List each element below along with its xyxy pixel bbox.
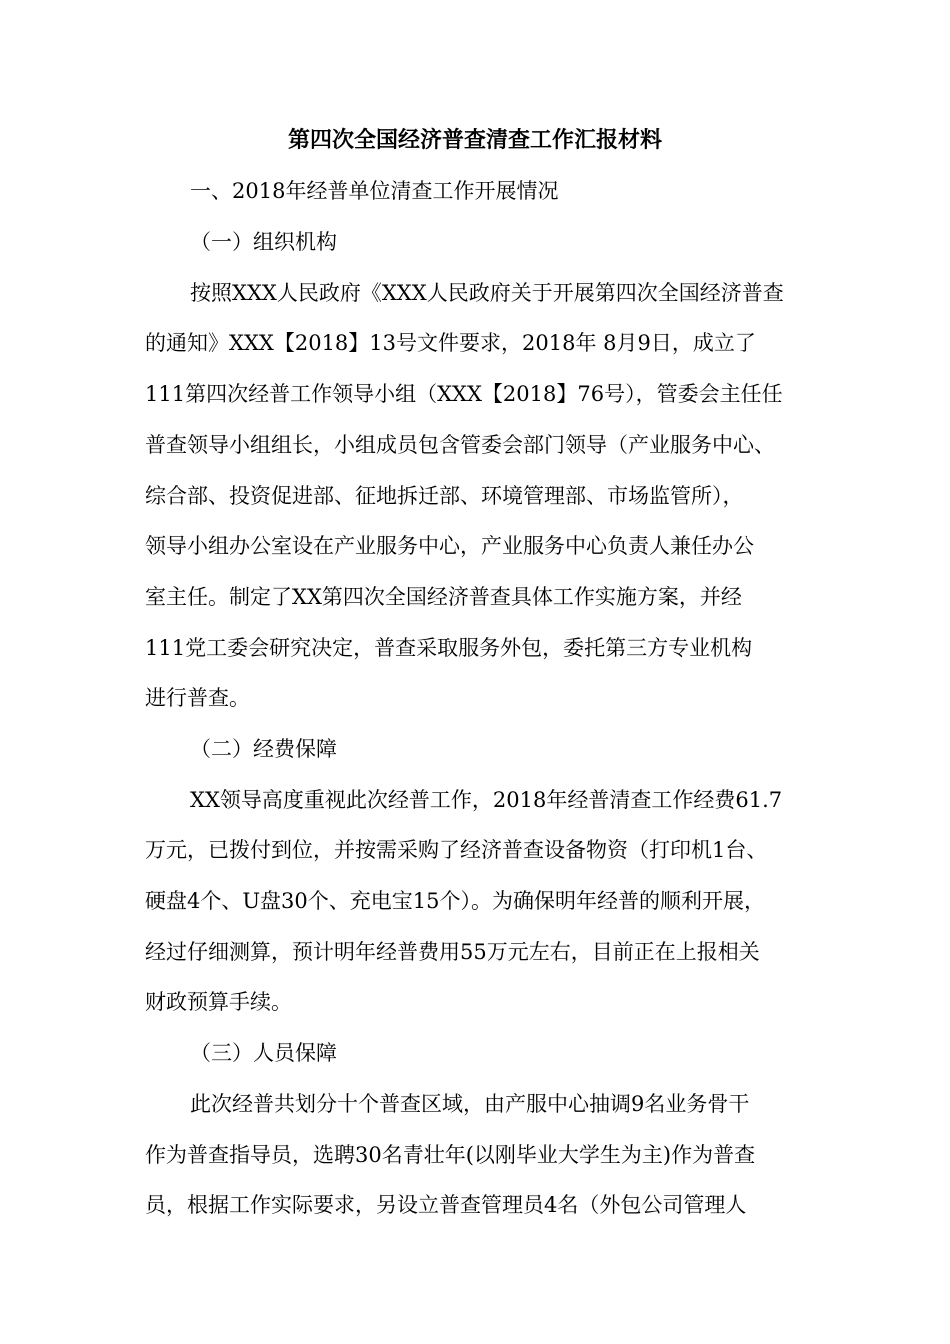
paragraph-line: 进行普查。 bbox=[145, 686, 250, 710]
paragraph-line: 员，根据工作实际要求，另设立普查管理员4名（外包公司管理人 bbox=[145, 1193, 747, 1217]
paragraph-line: 硬盘4个、U盘30个、充电宝15个）。为确保明年经普的顺利开展， bbox=[145, 889, 766, 913]
paragraph-line: XX领导高度重视此次经普工作，2018年经普清查工作经费61.7 bbox=[190, 788, 783, 812]
paragraph-line: 111党工委会研究决定，普查采取服务外包，委托第三方专业机构 bbox=[145, 636, 753, 660]
subsection-heading: （一）组织机构 bbox=[190, 230, 337, 254]
paragraph-line: 111第四次经普工作领导小组（XXX【2018】76号），管委会主任任 bbox=[145, 382, 783, 406]
paragraph-line: 作为普查指导员，选聘30名青壮年(以刚毕业大学生为主)作为普查 bbox=[145, 1143, 756, 1167]
paragraph-line: 财政预算手续。 bbox=[145, 990, 292, 1014]
paragraph-line: 综合部、投资促进部、征地拆迁部、环境管理部、市场监管所）， bbox=[145, 484, 744, 508]
subsection-heading: （二）经费保障 bbox=[190, 737, 337, 761]
paragraph-line: 领导小组办公室设在产业服务中心，产业服务中心负责人兼任办公 bbox=[145, 534, 754, 558]
paragraph-line: 经过仔细测算，预计明年经普费用55万元左右，目前正在上报相关 bbox=[145, 940, 760, 964]
paragraph-line: 此次经普共划分十个普查区域，由产服中心抽调9名业务骨干 bbox=[190, 1092, 750, 1116]
paragraph-line: 室主任。制定了XX第四次全国经济普查具体工作实施方案，并经 bbox=[145, 585, 742, 609]
subsection-heading: （三）人员保障 bbox=[190, 1041, 337, 1065]
paragraph-line: 按照XXX人民政府《XXX人民政府关于开展第四次全国经济普查 bbox=[190, 281, 784, 305]
paragraph-line: 普查领导小组组长，小组成员包含管委会部门领导（产业服务中心、 bbox=[145, 433, 775, 457]
document-title: 第四次全国经济普查清查工作汇报材料 bbox=[287, 127, 662, 153]
paragraph-line: 万元，已拨付到位，并按需采购了经济普查设备物资（打印机1台、 bbox=[145, 838, 768, 862]
paragraph-line: 的通知》XXX【2018】13号文件要求，2018年 8月9日，成立了 bbox=[145, 331, 756, 355]
section-heading: 一、2018年经普单位清查工作开展情况 bbox=[190, 179, 559, 203]
